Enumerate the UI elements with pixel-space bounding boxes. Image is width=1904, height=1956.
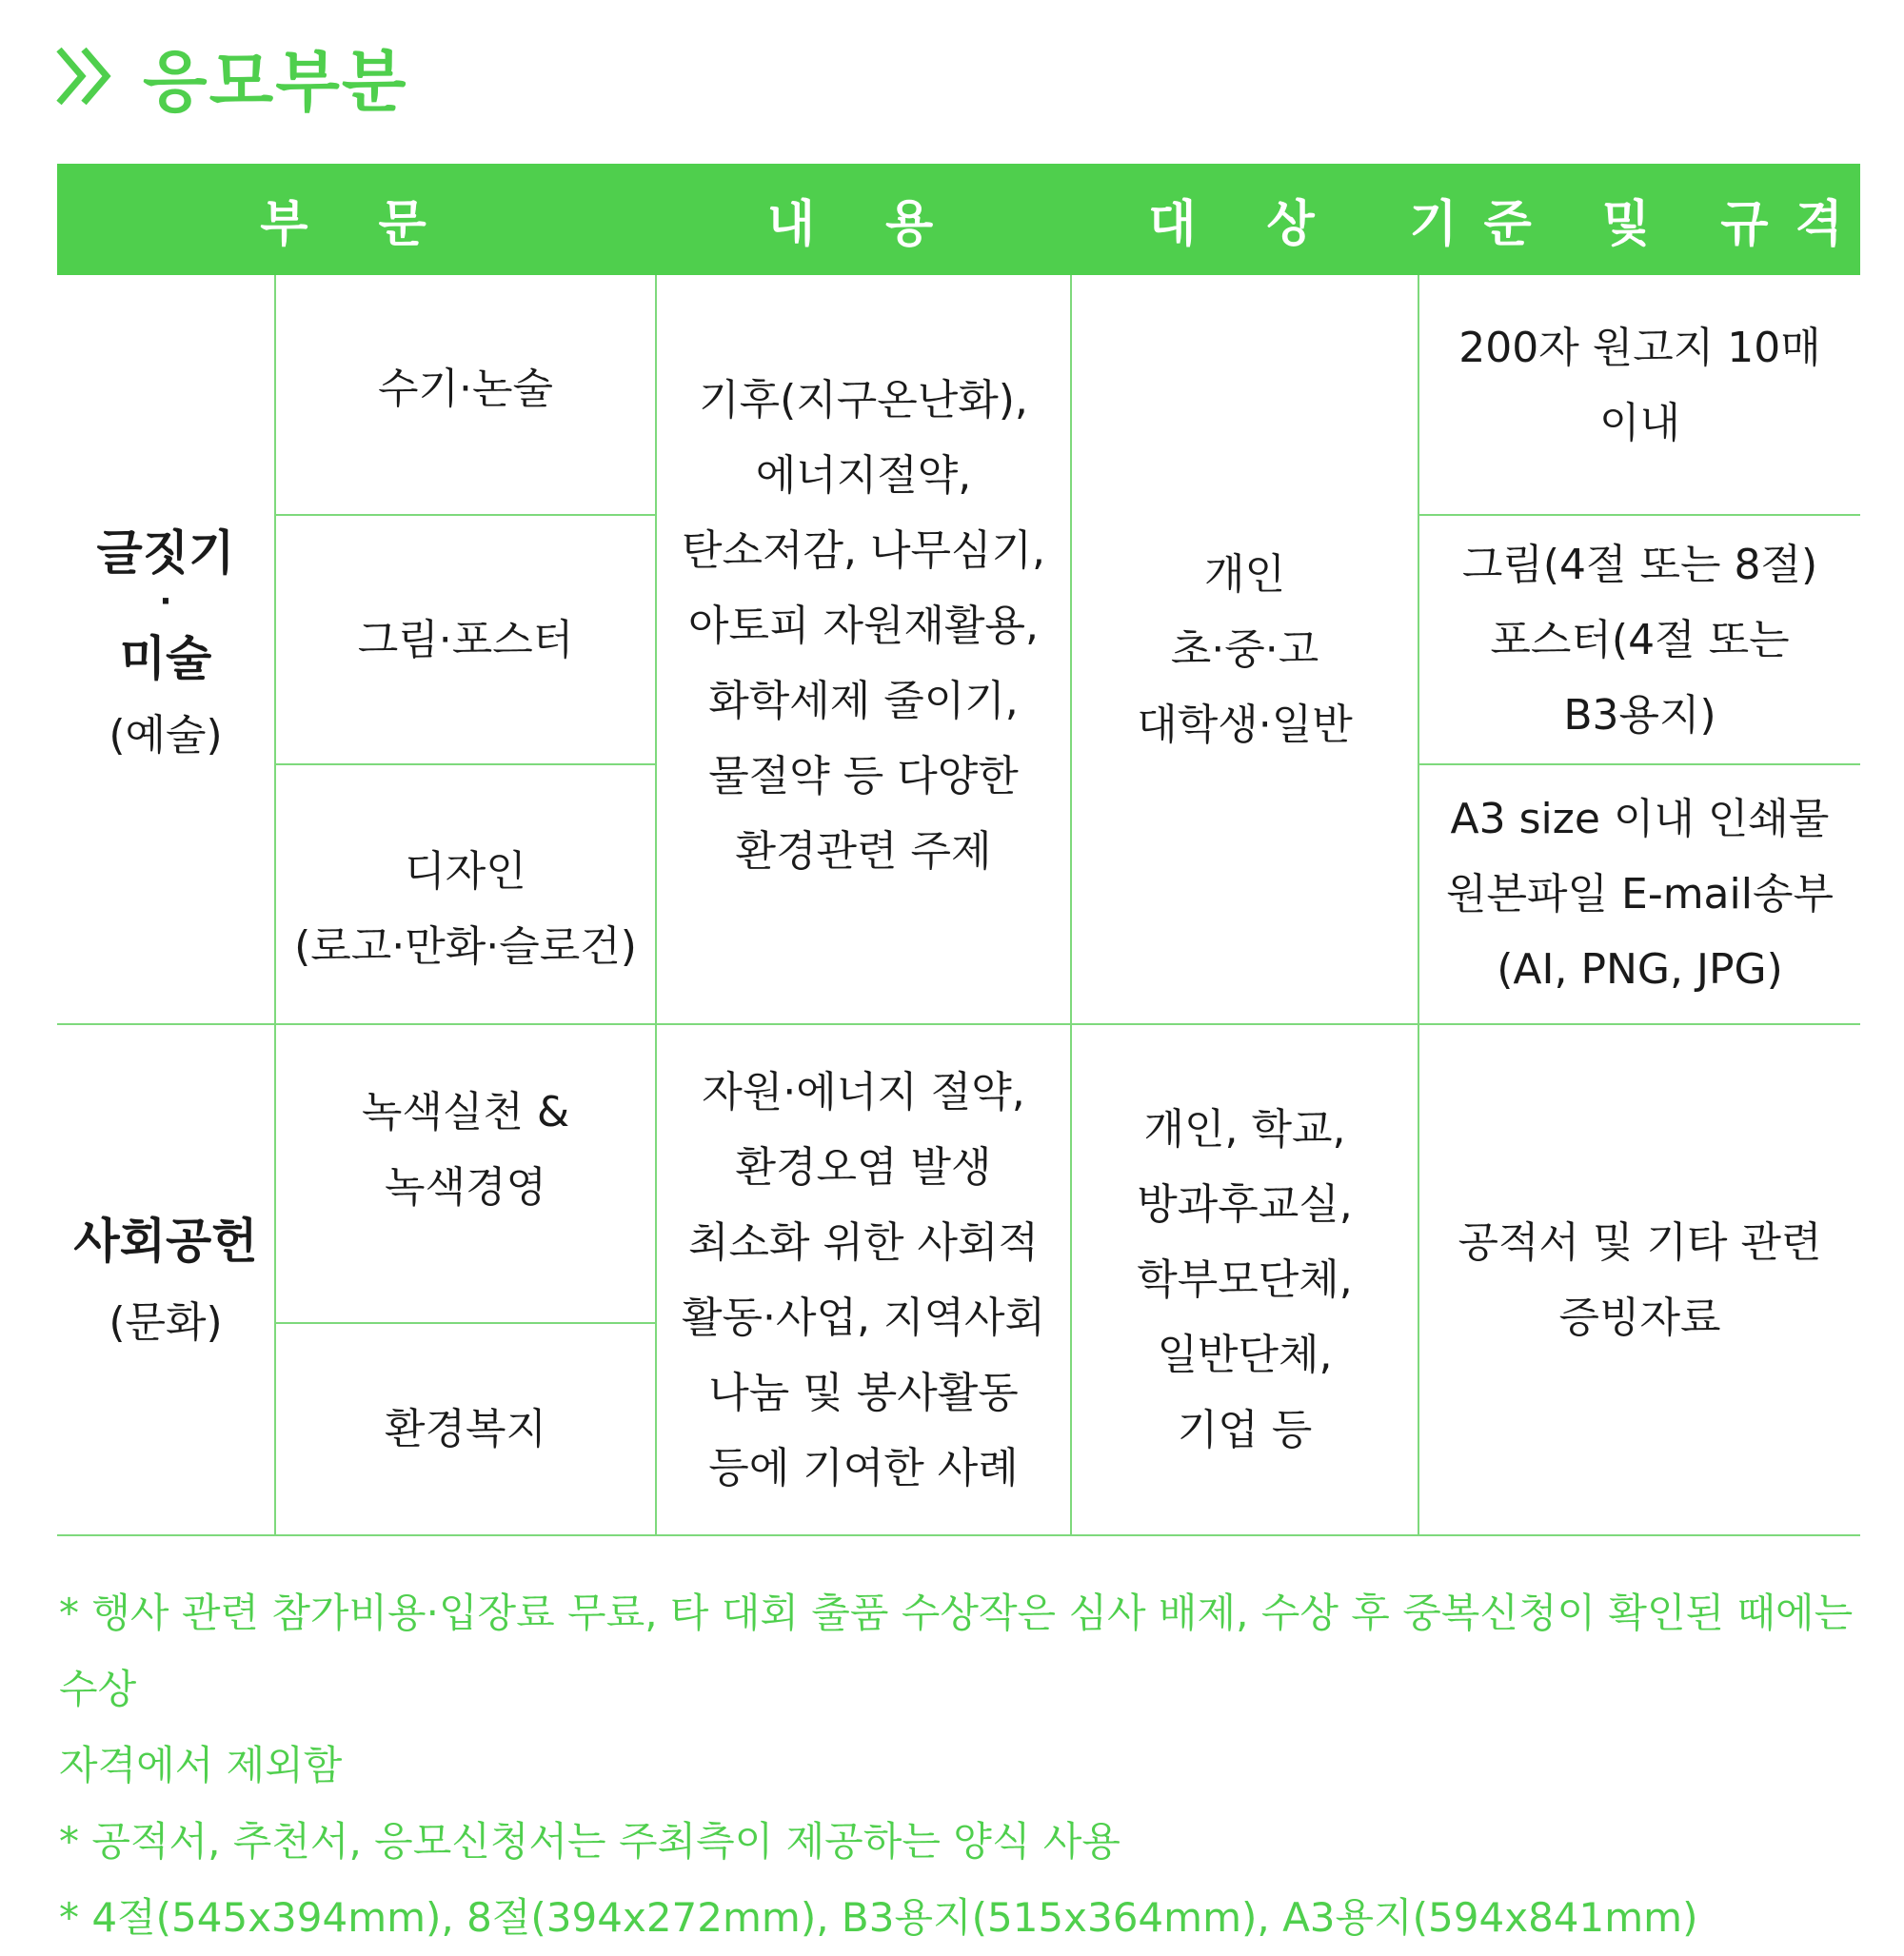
criteria-design: A3 size 이내 인쇄물 원본파일 E-mail송부 (AI, PNG, JPG) <box>1446 795 1834 994</box>
category-name-social: 사회공헌 <box>73 1213 258 1269</box>
footnote-item: * 공적서, 추천서, 응모신청서는 주최측이 제공하는 양식 사용 <box>59 1818 1121 1865</box>
content-social: 자원·에너지 절약, 환경오염 발생 최소화 위한 사회적 활동·사업, 지역사회 나눔 및 봉사활동 등에 기여한 사례 <box>682 1067 1045 1492</box>
header-criteria: 기준 및 규격 <box>1409 196 1870 253</box>
section-title <box>55 29 407 124</box>
category-cell-social <box>57 1025 274 1534</box>
section-green: 녹색실천 & 녹색경영 <box>361 1088 570 1212</box>
section-welfare: 환경복지 <box>384 1405 546 1453</box>
section-design: 디자인 (로고·만화·슬로건) <box>294 846 637 971</box>
category-separator: · <box>159 583 172 621</box>
footnotes <box>59 1575 1858 1956</box>
criteria-social: 공적서 및 기타 관련 증빙자료 <box>1458 1217 1822 1342</box>
criteria-essay: 200자 원고지 10매 이내 <box>1458 323 1821 447</box>
criteria-poster: 그림(4절 또는 8절) 포스터(4절 또는 B3용지) <box>1461 540 1818 740</box>
section-poster: 그림·포스터 <box>357 615 574 664</box>
row-divider <box>57 1534 1860 1536</box>
entry-category-table <box>57 164 1870 1536</box>
category-sub-social: (문화) <box>109 1297 223 1347</box>
category-cell-art <box>57 275 274 1023</box>
header-category: 부 문 <box>260 196 453 253</box>
content-art: 기후(지구온난화), 에너지절약, 탄소저감, 나무심기, 아토피 자원재활용, 화학세제 줄이기, 물절약 등 다양한 환경관련 주제 <box>682 375 1045 876</box>
page-title: 응모부분 <box>143 42 408 121</box>
table-body <box>57 275 1860 1536</box>
double-chevron-right-icon <box>55 46 114 107</box>
header-target: 대 상 <box>1148 196 1341 253</box>
category-name-writing: 글짓기 <box>96 525 235 581</box>
target-social: 개인, 학교, 방과후교실, 학부모단체, 일반단체, 기업 등 <box>1137 1105 1353 1454</box>
category-sub-art: (예술) <box>109 711 223 760</box>
header-content: 내 용 <box>766 196 961 253</box>
category-name-art: 미술 <box>119 631 212 686</box>
table-header <box>57 164 1870 275</box>
footnote-item: * 4절(545x394mm), 8절(394x272mm), B3용지(515x364mm), A3용지(594x841mm) <box>59 1894 1698 1941</box>
target-art: 개인 초·중·고 대학생·일반 <box>1137 549 1353 749</box>
footnote-item: * 행사 관련 참가비용·입장료 무료, 타 대회 출품 수상작은 심사 배제, 수상 후 중복신청이 확인된 때에는 수상 자격에서 제외함 <box>59 1590 1854 1788</box>
section-essay: 수기·논술 <box>377 365 553 413</box>
